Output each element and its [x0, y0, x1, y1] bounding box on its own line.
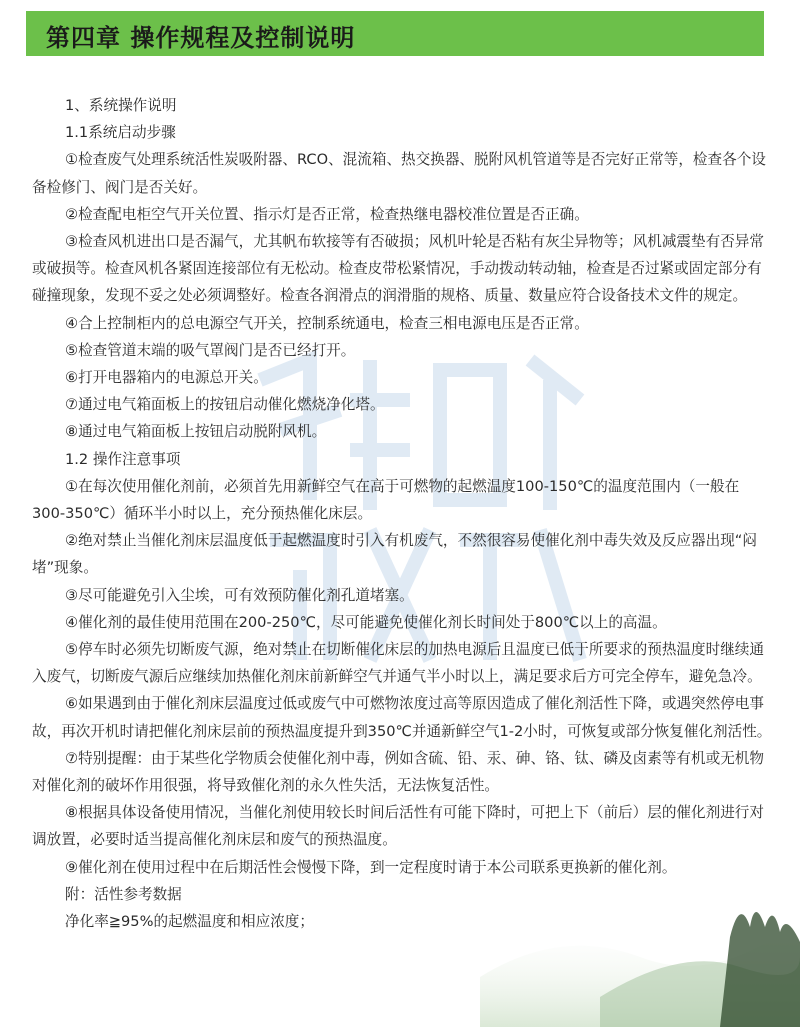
chapter-title: 第四章 操作规程及控制说明 — [46, 24, 356, 52]
paragraph: ②检查配电柜空气开关位置、指示灯是否正常，检查热继电器校准位置是否正确。 — [65, 205, 589, 223]
paragraph: ⑤检查管道末端的吸气罩阀门是否已经打开。 — [65, 341, 356, 359]
paragraph: ⑤停车时必须先切断废气源，绝对禁止在切断催化床层的加热电源后且温度已低于所要求的预热温度时继续通入废气，切断废气源后应继续加热催化剂床前新鲜空气并通气半小时以上，满足要求后方可完全停车，避免急冷。 — [32, 641, 764, 686]
paragraph: ①检查废气处理系统活性炭吸附器、RCO、混流箱、热交换器、脱附风机管道等是否完好正常等，检查各个设备检修门、阀门是否关好。 — [32, 151, 766, 196]
paragraph: ①在每次使用催化剂前，必须首先用新鲜空气在高于可燃物的起燃温度100-150℃的温度范围内（一般在300-350℃）循环半小时以上，充分预热催化床层。 — [32, 477, 740, 523]
appendix-title: 附：活性参考数据 — [65, 885, 182, 903]
paragraph: ⑧根据具体设备使用情况，当催化剂使用较长时间后活性有可能下降时，可把上下（前后）层的催化剂进行对调放置，必要时适当提高催化剂床层和废气的预热温度。 — [32, 804, 764, 849]
paragraph: ④催化剂的最佳使用范围在200-250℃，尽可能避免使催化剂长时间处于800℃以上的高温。 — [65, 613, 667, 631]
paragraph: ⑦通过电气箱面板上的按钮启动催化燃烧净化塔。 — [65, 396, 385, 414]
paragraph: ②绝对禁止当催化剂床层温度低于起燃温度时引入有机废气，不然很容易使催化剂中毒失效及反应器出现“闷堵”现象。 — [32, 532, 757, 577]
paragraph: ⑨催化剂在使用过程中在后期活性会慢慢下降，到一定程度时请于本公司联系更换新的催化剂。 — [65, 858, 677, 876]
paragraph: ⑦特别提醒：由于某些化学物质会使催化剂中毒，例如含硫、铅、汞、砷、铬、钛、磷及卤素等有机或无机物对催化剂的破坏作用很强，将导致催化剂的永久性失活，无法恢复活性。 — [32, 749, 764, 795]
paragraph: ④合上控制柜内的总电源空气开关，控制系统通电，检查三相电源电压是否正常。 — [65, 314, 589, 332]
section-1-2-title: 1.2 操作注意事项 — [65, 450, 181, 468]
paragraph: ③检查风机进出口是否漏气，尤其帆布软接等有否破损；风机叶轮是否粘有灰尘异物等；风机减震垫有否异常或破损等。检查风机各紧固连接部位有无松动。检查皮带松紧情况，手动拨动转动轴，检查是否过紧或固定部分有碰撞现象，发现不妥之处必须调整好。检查各润滑点的润滑脂的规格、质量、数量应符合设备技术文件的规定。 — [32, 233, 764, 305]
paragraph: ⑥打开电器箱内的电源总开关。 — [65, 369, 268, 387]
paragraph: ⑧通过电气箱面板上按钮启动脱附风机。 — [65, 423, 327, 441]
appendix-line: 净化率≧95%的起燃温度和相应浓度； — [65, 913, 314, 931]
section-1-1-title: 1.1系统启动步骤 — [65, 124, 176, 142]
document-body — [32, 92, 772, 935]
paragraph: ③尽可能避免引入尘埃，可有效预防催化剂孔道堵塞。 — [65, 586, 414, 604]
paragraph: ⑥如果遇到由于催化剂床层温度过低或废气中可燃物浓度过高等原因造成了催化剂活性下降，或遇突然停电事故，再次开机时请把催化剂床层前的预热温度提升到350℃并通新鲜空气1-2小时，可恢复或部分恢复催化剂活性。 — [32, 695, 772, 740]
section-1-title: 1、系统操作说明 — [65, 97, 177, 114]
